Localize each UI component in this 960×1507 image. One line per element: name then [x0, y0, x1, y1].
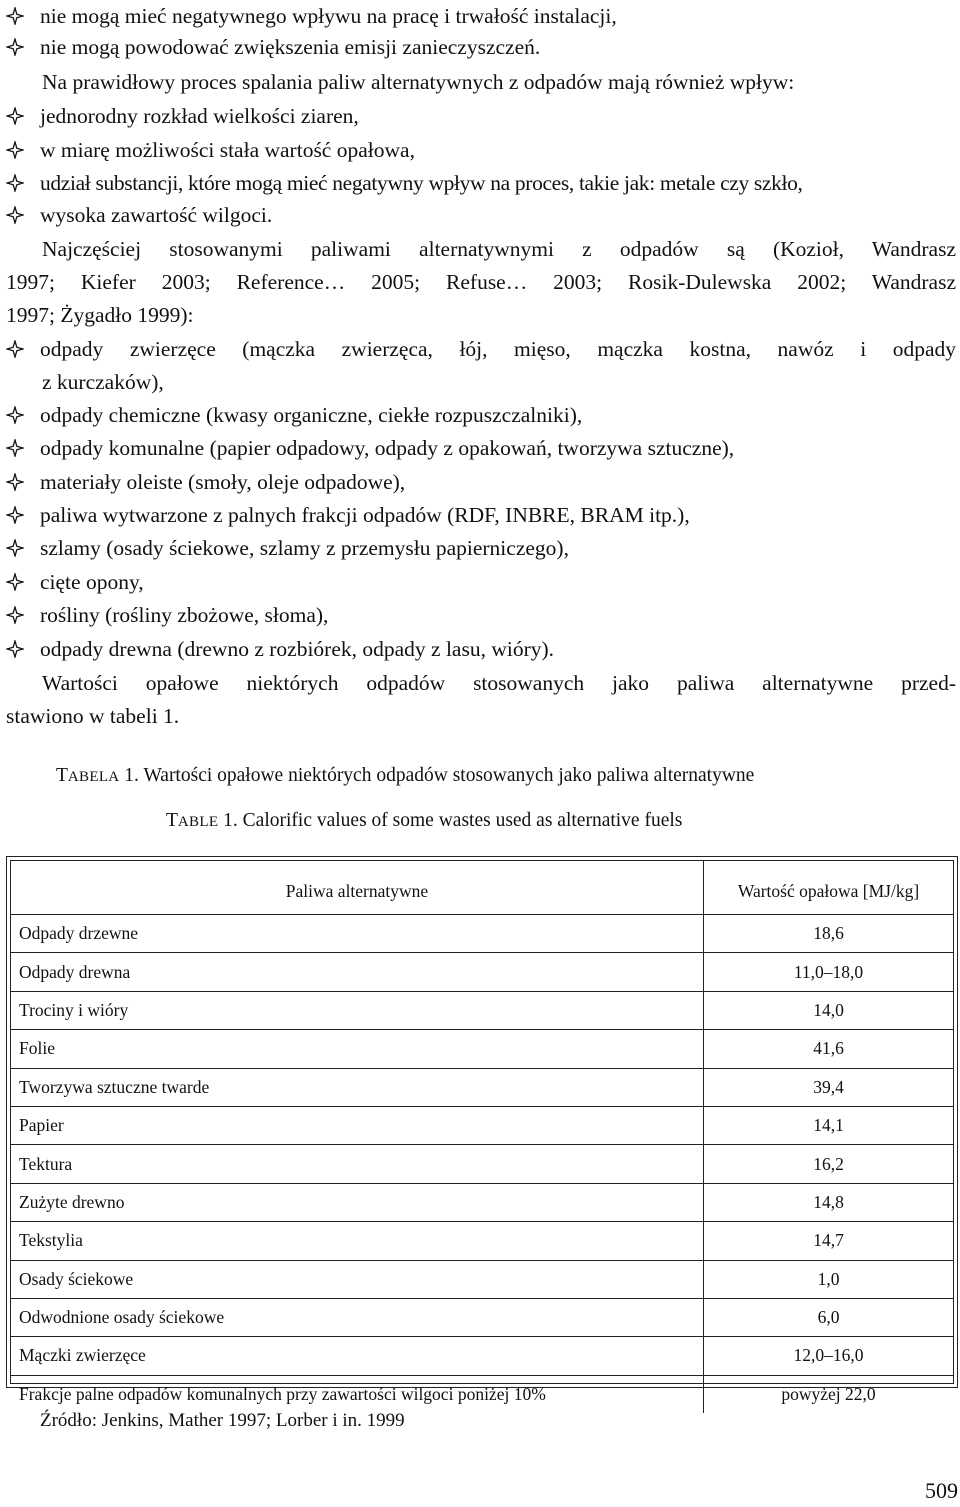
- table-row: [11, 1222, 953, 1260]
- bullet-item: [6, 0, 956, 32]
- cell-fuel: Zużyte drewno: [11, 1183, 704, 1221]
- cell-value: 1,0: [704, 1260, 954, 1298]
- table-row: [11, 1298, 953, 1336]
- bullet-item: [6, 199, 956, 231]
- paragraph-line: Najczęściej stosowanymi paliwami alternatywnymi z odpadów są (Kozioł, Wandrasz: [42, 237, 956, 261]
- table-caption-english: [166, 810, 682, 832]
- cell-value: 11,0–18,0: [704, 953, 954, 991]
- bullet-text: udział substancji, które mogą mieć negatywny wpływ na proces, takie jak: metale czy szkło,: [40, 171, 803, 195]
- paragraph: Na prawidłowy proces spalania paliw alternatywnych z odpadów mają również wpływ:: [42, 70, 795, 94]
- bullet-item: [6, 566, 956, 598]
- bullet-text: nie mogą mieć negatywnego wpływu na pracę i trwałość instalacji,: [40, 4, 617, 28]
- table-row: [11, 991, 953, 1029]
- paragraph-line: 1997; Kiefer 2003; Reference… 2005; Refuse… 2003; Rosik-Dulewska 2002; Wandrasz: [6, 270, 956, 294]
- star-bullet-icon: [6, 0, 40, 32]
- bullet-text: odpady chemiczne (kwasy organiczne, ciekłe rozpuszczalniki),: [40, 403, 583, 427]
- cell-value: 14,0: [704, 991, 954, 1029]
- cell-fuel: Odwodnione osady ściekowe: [11, 1298, 704, 1336]
- bullet-item: [6, 432, 956, 464]
- star-bullet-icon: [6, 633, 40, 665]
- bullet-text: cięte opony,: [40, 570, 144, 594]
- data-table: [11, 861, 953, 1413]
- cell-fuel: Trociny i wióry: [11, 991, 704, 1029]
- caption-initial: T: [56, 765, 68, 786]
- star-bullet-icon: [6, 566, 40, 598]
- header-fuel: Paliwa alternatywne: [11, 861, 704, 915]
- table-caption-polish: [56, 765, 754, 787]
- cell-value: 12,0–16,0: [704, 1337, 954, 1375]
- bullet-item: [6, 599, 956, 631]
- bullet-text: nie mogą powodować zwiększenia emisji zanieczyszczeń.: [40, 35, 541, 59]
- table-header-row: [11, 861, 953, 915]
- caption-smallcaps: ABELA: [67, 769, 120, 785]
- table-body: [11, 915, 953, 1414]
- cell-fuel: Tekstylia: [11, 1222, 704, 1260]
- cell-fuel: Odpady drewna: [11, 953, 704, 991]
- bullet-item: [6, 466, 956, 498]
- cell-value: 41,6: [704, 1030, 954, 1068]
- cell-value: 14,8: [704, 1183, 954, 1221]
- bullet-item: [6, 100, 956, 132]
- table-row: [11, 915, 953, 953]
- star-bullet-icon: [6, 167, 40, 199]
- caption-text: 1. Calorific values of some wastes used as alternative fuels: [218, 810, 683, 831]
- paragraph-line: 1997; Żygadło 1999):: [6, 303, 194, 327]
- page-number: 509: [925, 1478, 958, 1503]
- cell-fuel: Tektura: [11, 1145, 704, 1183]
- cell-value: 18,6: [704, 915, 954, 953]
- table-row: [11, 1183, 953, 1221]
- cell-value: 14,1: [704, 1106, 954, 1144]
- table-row: [11, 1375, 953, 1413]
- table-row: [11, 1145, 953, 1183]
- cell-fuel: Mączki zwierzęce: [11, 1337, 704, 1375]
- cell-fuel: Osady ściekowe: [11, 1260, 704, 1298]
- bullet-item: [6, 633, 956, 665]
- cell-value: 16,2: [704, 1145, 954, 1183]
- star-bullet-icon: [6, 134, 40, 166]
- bullet-item: [6, 532, 956, 564]
- star-bullet-icon: [6, 399, 40, 431]
- bullet-item: [6, 499, 956, 531]
- bullet-text: jednorodny rozkład wielkości ziaren,: [40, 104, 359, 128]
- table-row: [11, 1260, 953, 1298]
- paragraph-line: Wartości opałowe niektórych odpadów stosowanych jako paliwa alternatywne przed-: [42, 671, 956, 695]
- star-bullet-icon: [6, 532, 40, 564]
- caption-smallcaps: ABLE: [177, 814, 219, 830]
- table-inner-frame: [10, 860, 954, 1404]
- table-row: [11, 1068, 953, 1106]
- bullet-text: rośliny (rośliny zbożowe, słoma),: [40, 603, 329, 627]
- bullet-item: [6, 167, 956, 199]
- star-bullet-icon: [6, 100, 40, 132]
- paragraph-line: stawiono w tabeli 1.: [6, 704, 180, 728]
- bullet-continuation: z kurczaków),: [42, 370, 164, 394]
- cell-value: 6,0: [704, 1298, 954, 1336]
- bullet-text: szlamy (osady ściekowe, szlamy z przemysłu papierniczego),: [40, 536, 569, 560]
- cell-value: 14,7: [704, 1222, 954, 1260]
- star-bullet-icon: [6, 466, 40, 498]
- cell-value: 39,4: [704, 1068, 954, 1106]
- bullet-text: wysoka zawartość wilgoci.: [40, 203, 273, 227]
- table-row: [11, 1337, 953, 1375]
- bullet-item: [6, 31, 956, 63]
- bullet-text: materiały oleiste (smoły, oleje odpadowe),: [40, 470, 406, 494]
- bullet-text: odpady drewna (drewno z rozbiórek, odpady z lasu, wióry).: [40, 637, 555, 661]
- table-row: [11, 1030, 953, 1068]
- header-calorific-value: Wartość opałowa [MJ/kg]: [704, 861, 954, 915]
- calorific-values-table: [6, 856, 958, 1404]
- source-note: Źródło: Jenkins, Mather 1997; Lorber i in. 1999: [40, 1410, 405, 1431]
- bullet-item: [6, 399, 956, 431]
- bullet-text: odpady zwierzęce (mączka zwierzęca, łój, mięso, mączka kostna, nawóz i odpady: [40, 337, 956, 361]
- bullet-text: w miarę możliwości stała wartość opałowa,: [40, 138, 415, 162]
- star-bullet-icon: [6, 333, 40, 365]
- bullet-item: [6, 134, 956, 166]
- bullet-text: odpady komunalne (papier odpadowy, odpady z opakowań, tworzywa sztuczne),: [40, 436, 735, 460]
- cell-fuel: Tworzywa sztuczne twarde: [11, 1068, 704, 1106]
- star-bullet-icon: [6, 31, 40, 63]
- cell-fuel: Frakcje palne odpadów komunalnych przy zawartości wilgoci poniżej 10%: [11, 1375, 704, 1413]
- star-bullet-icon: [6, 599, 40, 631]
- star-bullet-icon: [6, 499, 40, 531]
- cell-value: powyżej 22,0: [704, 1375, 954, 1413]
- star-bullet-icon: [6, 432, 40, 464]
- table-row: [11, 953, 953, 991]
- cell-fuel: Folie: [11, 1030, 704, 1068]
- star-bullet-icon: [6, 199, 40, 231]
- table-row: [11, 1106, 953, 1144]
- cell-fuel: Papier: [11, 1106, 704, 1144]
- caption-text: 1. Wartości opałowe niektórych odpadów stosowanych jako paliwa alternatywne: [119, 765, 755, 786]
- caption-initial: T: [166, 810, 178, 831]
- bullet-item: [6, 333, 956, 365]
- cell-fuel: Odpady drzewne: [11, 915, 704, 953]
- bullet-text: paliwa wytwarzone z palnych frakcji odpadów (RDF, INBRE, BRAM itp.),: [40, 503, 690, 527]
